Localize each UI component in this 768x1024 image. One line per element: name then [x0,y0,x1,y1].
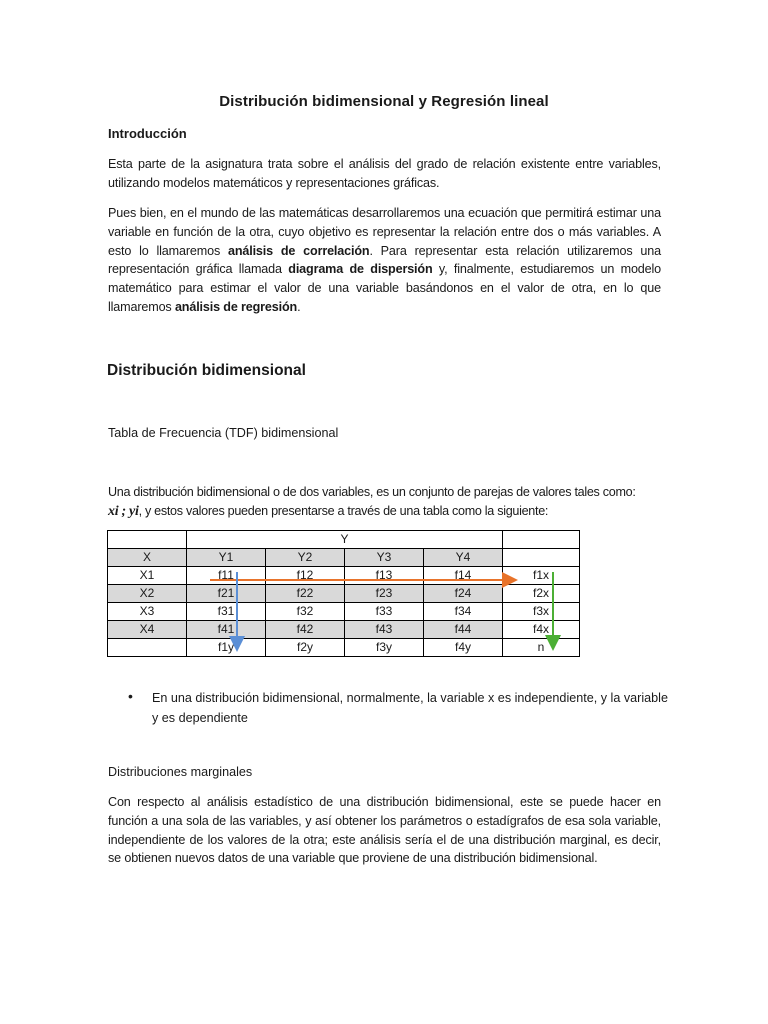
table-cell: f33 [345,603,424,621]
table-cell: f43 [345,621,424,639]
table-cell: X [108,549,187,567]
table-cell: f1y [187,639,266,657]
table-cell: f23 [345,585,424,603]
table-row [108,603,580,621]
table-cell: f22 [266,585,345,603]
table-cell [108,639,187,657]
document-title: Distribución bidimensional y Regresión lineal [219,93,549,110]
table-cell: f41 [187,621,266,639]
table-cell: f3x [503,603,580,621]
table-cell: X3 [108,603,187,621]
table-cell: f4y [424,639,503,657]
table-cell: f11 [187,567,266,585]
tdf-intro [108,483,661,522]
table-cell [503,531,580,549]
p2-text-a: Pues bien, en el mundo de las matemáticas desarrollaremos una ecuación que permitirá estimar una variable en función de la otra, cuyo objetivo es representar la relación entre dos o más variables. A esto lo llamaremos [108,206,661,258]
table-cell: f32 [266,603,345,621]
bullet-text: En una distribución bidimensional, normalmente, la variable x es independiente, y la variable y es dependiente [152,691,668,725]
table-cell: f21 [187,585,266,603]
table-cell: f13 [345,567,424,585]
marginales-paragraph: Con respecto al análisis estadístico de una distribución bidimensional, este se puede hacer en función a una sola de las variables, y así obtener los parámetros o estadígrafos de esa sola variable, independiente de los valores de la otra; este análisis sería el de una distribución marginal, es decir, se obtienen nuevos datos de una variable que proviene de una distribución bidimensional. [108,795,661,866]
table-cell: f14 [424,567,503,585]
frequency-table [107,530,580,657]
table-cell: X1 [108,567,187,585]
table-cell: f3y [345,639,424,657]
table-cell: Y4 [424,549,503,567]
table-cell: f24 [424,585,503,603]
p2-bold-regresion: análisis de regresión [174,299,298,314]
table-cell: f2x [503,585,580,603]
p2-bold-correlacion: análisis de correlación [227,243,370,258]
p2-text-d: y, finalmente, estudiaremos un modelo matemático para estimar el valor de una variable basándonos en el valor de otra, en lo que llamaremos [108,262,662,314]
table-cell: X4 [108,621,187,639]
bullet-icon: • [128,688,133,704]
p2-bold-dispersion: diagrama de dispersión [288,262,433,277]
table-cell: f44 [424,621,503,639]
table-cell [503,549,580,567]
table-cell: Y2 [266,549,345,567]
p2-text-e: . [297,299,301,314]
table-row [108,585,580,603]
table-cell: f4x [503,621,580,639]
table-header-row [108,549,580,567]
table-cell: f1x [503,567,580,585]
table-row [108,639,580,657]
table-cell [108,531,187,549]
table-cell: f12 [266,567,345,585]
tdf-title: Tabla de Frecuencia (TDF) bidimensional [108,426,339,440]
tdf-intro-text-2: , y estos valores pueden presentarse a través de una tabla como la siguiente: [138,503,549,518]
table-cell: X2 [108,585,187,603]
table-cell: f42 [266,621,345,639]
table-cell: f2y [266,639,345,657]
pair-variables: xi ; yi [108,503,139,519]
p2-text-c: . Para representar esta relación utilizaremos una representación gráfica llamada [108,243,661,277]
table-header-y-row [108,531,580,549]
table-y-header: Y [187,531,503,549]
table-cell: n [503,639,580,657]
table-cell: Y3 [345,549,424,567]
table-cell: f31 [187,603,266,621]
table-cell: f34 [424,603,503,621]
table-row [108,567,580,585]
intro-heading: Introducción [108,126,187,141]
intro-paragraph-1: Esta parte de la asignatura trata sobre el análisis del grado de relación existente entre variables, utilizando modelos matemáticos y representaciones gráficas. [108,157,661,190]
marginales-heading: Distribuciones marginales [108,765,253,779]
intro-paragraph-2 [108,204,661,317]
tdf-intro-text: Una distribución bidimensional o de dos variables, es un conjunto de parejas de valores tales como: [108,485,636,499]
table-cell: Y1 [187,549,266,567]
table-row [108,621,580,639]
section-heading: Distribución bidimensional [107,362,306,379]
